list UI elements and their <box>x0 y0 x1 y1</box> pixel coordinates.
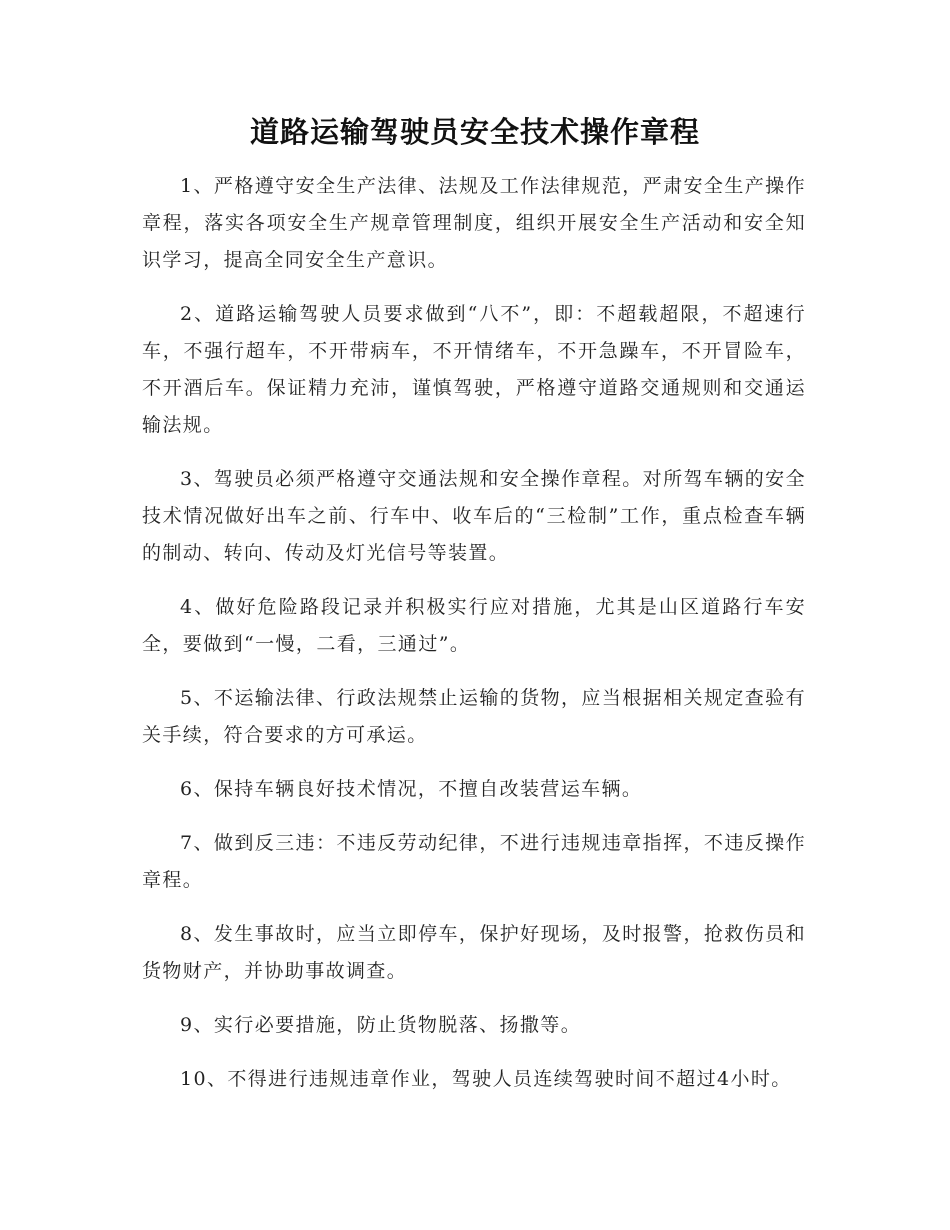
paragraph-8: 8、发生事故时，应当立即停车，保护好现场，及时报警，抢救伤员和货物财产，并协助事故调查。 <box>142 923 806 982</box>
document-body <box>142 168 806 1115</box>
paragraph-1: 1、严格遵守安全生产法律、法规及工作法律规范，严肃安全生产操作章程，落实各项安全生产规章管理制度，组织开展安全生产活动和安全知识学习，提高全同安全生产意识。 <box>142 175 806 271</box>
paragraph-3: 3、驾驶员必须严格遵守交通法规和安全操作章程。对所驾车辆的安全技术情况做好出车之前、行车中、收车后的“三检制”工作，重点检查车辆的制动、转向、传动及灯光信号等装置。 <box>142 468 806 564</box>
paragraph-9: 9、实行必要措施，防止货物脱落、扬撒等。 <box>180 1014 582 1036</box>
paragraph-5: 5、不运输法律、行政法规禁止运输的货物，应当根据相关规定查验有关手续，符合要求的方可承运。 <box>142 687 806 746</box>
paragraph-6: 6、保持车辆良好技术情况，不擅自改装营运车辆。 <box>180 778 643 800</box>
paragraph-4: 4、做好危险路段记录并积极实行应对措施，尤其是山区道路行车安全，要做到“一慢，二看，三通过”。 <box>142 596 806 655</box>
paragraph-2: 2、道路运输驾驶人员要求做到“八不”，即：不超载超限，不超速行车，不强行超车，不开带病车，不开情绪车，不开急躁车，不开冒险车，不开酒后车。保证精力充沛，谨慎驾驶，严格遵守道路交通规则和交通运输法规。 <box>142 303 806 436</box>
document-title: 道路运输驾驶员安全技术操作章程 <box>249 115 700 149</box>
paragraph-7: 7、做到反三违：不违反劳动纪律，不进行违规违章指挥，不违反操作章程。 <box>142 832 806 891</box>
paragraph-10: 10、不得进行违规违章作业，驾驶人员连续驾驶时间不超过4小时。 <box>180 1068 792 1090</box>
